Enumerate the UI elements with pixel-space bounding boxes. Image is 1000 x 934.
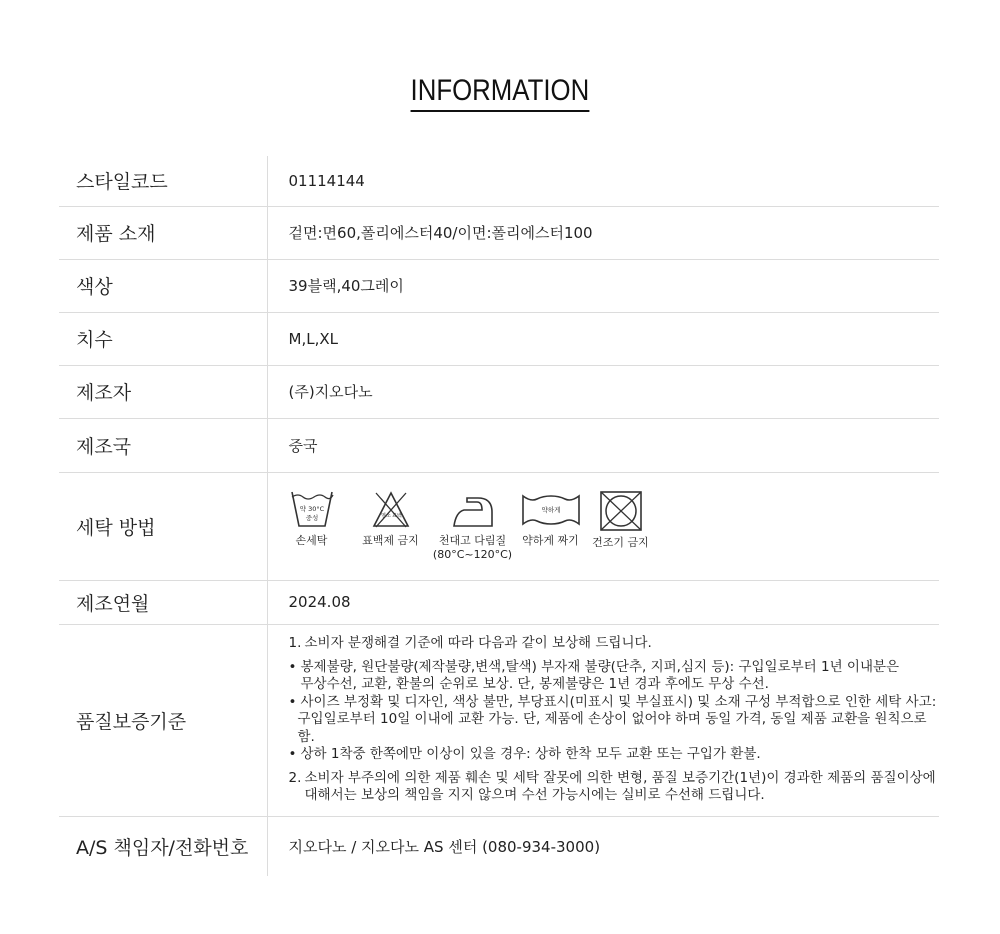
care-iron	[433, 490, 513, 562]
hand-wash-icon	[289, 490, 335, 530]
hand-wash-inner-neutral: 중성	[305, 514, 318, 522]
caption-gentle-wring: 약하게 짜기	[522, 534, 579, 547]
row-material	[59, 206, 939, 259]
row-date	[59, 580, 939, 624]
label-material: 제품 소재	[59, 206, 267, 259]
gentle-wring-inner: 약하게	[541, 506, 560, 514]
value-as: 지오다노 / 지오다노 AS 센터 (080-934-3000)	[288, 837, 601, 856]
caption-iron: 천대고 다림질	[438, 534, 507, 547]
label-washing: 세탁 방법	[59, 472, 267, 580]
no-bleach-inner-chlorine: 염소	[380, 513, 391, 519]
quality-bullet-2-line-1: 사이즈 부정확 및 디자인, 색상 불만, 부당표시(미표시 및 부실표시) 및 소재 구성 부적합으로 인한 세탁 사고:	[300, 693, 937, 710]
value-maker: (주)지오다노	[267, 365, 939, 418]
value-material: 겉면:면60,폴리에스터40/이면:폴리에스터100	[267, 206, 939, 259]
page-title-text: INFORMATION	[411, 74, 590, 112]
label-country: 제조국	[59, 418, 267, 472]
care-no-tumble-dry	[589, 490, 653, 550]
label-maker: 제조자	[59, 365, 267, 418]
label-as: A/S 책임자/전화번호	[59, 816, 267, 876]
quality-item-1-text: 소비자 분쟁해결 기준에 따라 다음과 같이 보상해 드립니다.	[304, 635, 652, 652]
label-date: 제조연월	[59, 580, 267, 624]
quality-item-2-line-1: 소비자 부주의에 의한 제품 훼손 및 세탁 잘못에 의한 변형, 품질 보증기간(1년)이 경과한 제품의 품질이상에	[304, 769, 936, 786]
no-bleach-inner-bleach: 표백	[391, 513, 402, 519]
quality-bullet-1	[289, 659, 939, 694]
row-maker	[59, 365, 939, 418]
label-style-code: 스타일코드	[59, 156, 267, 206]
quality-bullet-3	[289, 746, 939, 764]
quality-text	[289, 635, 939, 805]
hand-wash-inner-temp: 약 30°C	[299, 505, 324, 513]
care-hand-wash	[287, 490, 337, 548]
bullet-dot: •	[288, 693, 297, 710]
bullet-dot: •	[288, 658, 297, 675]
quality-bullet-2-line-2: 구입일로부터 10일 이내에 교환 가능. 단, 제품에 손상이 없어야 하며 동일 가격, 동일 제품 교환을 원칙으로 함.	[297, 711, 927, 745]
row-color	[59, 259, 939, 312]
row-quality	[59, 624, 939, 816]
care-icons	[289, 490, 939, 562]
value-country: 중국	[267, 418, 939, 472]
quality-item-2	[289, 770, 939, 805]
quality-item-1-number: 1.	[288, 635, 302, 652]
caption-no-bleach: 표백제 금지	[362, 534, 419, 547]
care-gentle-wring	[517, 490, 585, 548]
quality-bullet-1-line-2: 무상수선, 교환, 환불의 순위로 보상. 단, 봉제불량은 1년 경과 후에도 무상 수선.	[300, 676, 769, 693]
value-date: 2024.08	[267, 580, 939, 624]
quality-item-2-line-2: 대해서는 보상의 책임을 지지 않으며 수선 가능시에는 실비로 수선해 드립니다.	[304, 787, 765, 804]
quality-item-1	[289, 635, 939, 653]
quality-bullet-1-line-1: 봉제불량, 원단불량(제작불량,변색,탈색) 부자재 불량(단추, 지퍼,심지 등): 구입일로부터 1년 이내분은	[300, 658, 900, 675]
label-size: 치수	[59, 312, 267, 365]
quality-item-2-number: 2.	[288, 769, 302, 786]
caption-no-tumble-dry: 건조기 금지	[592, 536, 649, 549]
no-bleach-icon	[371, 490, 411, 530]
quality-bullet-2	[289, 694, 939, 747]
iron-icon	[450, 490, 496, 530]
value-size: M,L,XL	[267, 312, 939, 365]
care-no-bleach	[355, 490, 427, 548]
row-as	[59, 816, 939, 876]
value-style-code: 01114144	[267, 156, 939, 206]
gentle-wring-icon	[521, 490, 581, 530]
caption-hand-wash: 손세탁	[295, 534, 328, 547]
quality-bullet-3-line-1: 상하 1착중 한쪽에만 이상이 있을 경우: 상하 한착 모두 교환 또는 구입가 환불.	[300, 746, 761, 763]
bullet-dot: •	[288, 746, 297, 763]
label-color: 색상	[59, 259, 267, 312]
product-info-table	[59, 156, 939, 876]
row-size	[59, 312, 939, 365]
no-tumble-dry-icon	[599, 490, 643, 532]
label-quality: 품질보증기준	[59, 624, 267, 816]
page-title	[0, 74, 1000, 112]
row-country	[59, 418, 939, 472]
caption-iron-temp: (80°C~120°C)	[432, 548, 513, 561]
row-style-code	[59, 156, 939, 206]
row-washing	[59, 472, 939, 580]
value-color: 39블랙,40그레이	[267, 259, 939, 312]
